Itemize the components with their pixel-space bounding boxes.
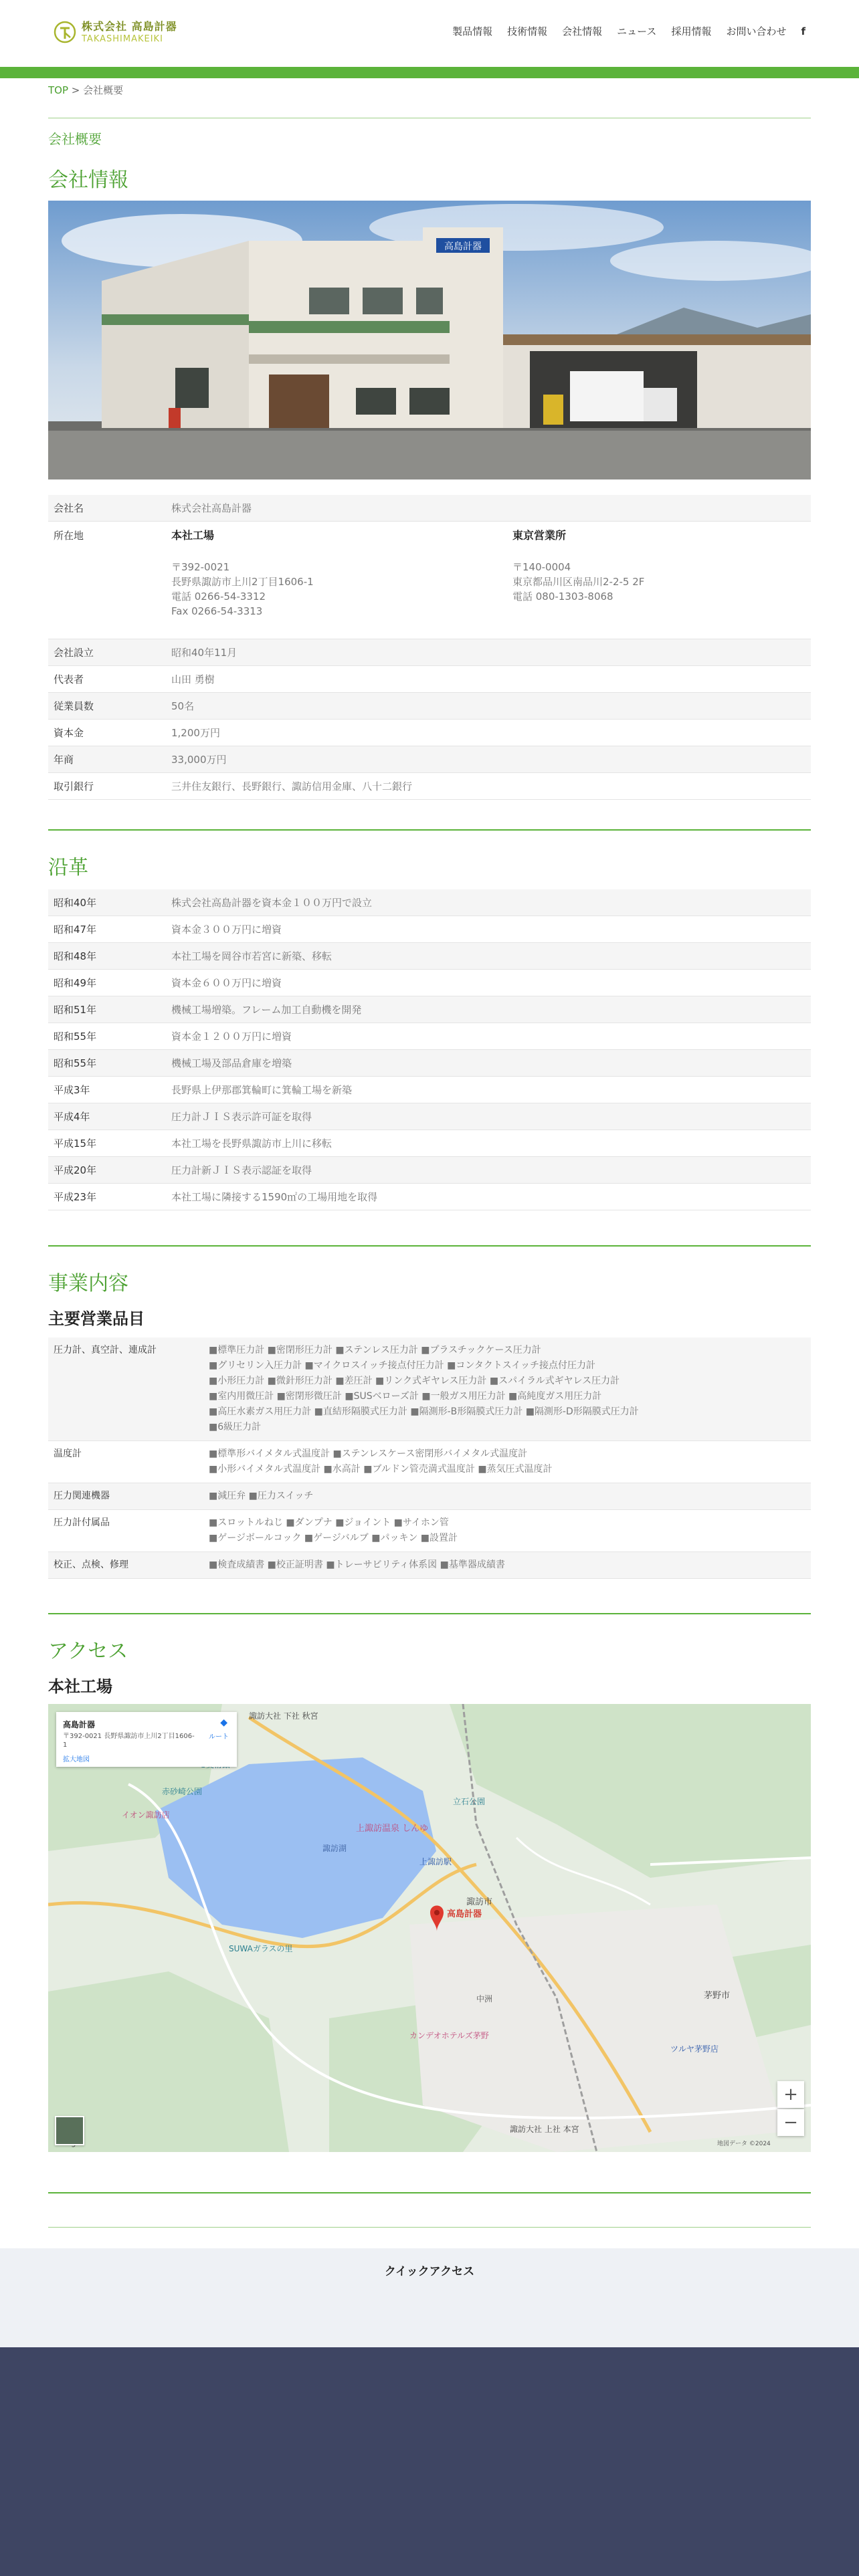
table-row <box>48 1157 811 1184</box>
nav-recruit[interactable]: 採用情報 <box>671 25 712 37</box>
history-table <box>48 889 811 1210</box>
section-divider <box>48 1613 811 1614</box>
breadcrumb-separator: > <box>71 84 80 96</box>
business-items-line: ■ゲージボールコック ■ゲージバルブ ■パッキン ■設置計 <box>209 1533 458 1543</box>
logo-name-en: TAKASHIMAKEIKI <box>82 33 163 44</box>
google-map[interactable] <box>48 1704 811 2152</box>
business-category: 圧力関連機器 <box>48 1483 203 1510</box>
business-subtitle: 主要営業品目 <box>48 1309 145 1328</box>
history-event: 株式会社高島計器を資本金１００万円で設立 <box>166 889 811 916</box>
table-row <box>48 943 811 970</box>
row-key: 会社設立 <box>48 639 166 666</box>
table-row <box>48 996 811 1023</box>
business-items-line: ■室内用微圧計 ■密閉形微圧計 ■SUSベローズ計 ■一般ガス用圧力計 ■高純度ガス用圧力計 <box>209 1391 602 1402</box>
row-value: 山田 勇樹 <box>166 666 811 693</box>
factory-line: 〒392-0021 <box>171 561 230 573</box>
table-row <box>48 1184 811 1210</box>
row-key: 年商 <box>48 746 166 773</box>
facebook-icon[interactable]: f <box>801 25 805 37</box>
history-year: 昭和40年 <box>48 889 166 916</box>
history-event: 機械工場増築。フレーム加工自動機を開発 <box>166 996 811 1023</box>
history-event: 本社工場を岡谷市若宮に新築、移転 <box>166 943 811 970</box>
footer-quick-access <box>0 2248 859 2347</box>
history-year: 平成3年 <box>48 1077 166 1103</box>
business-title: 事業内容 <box>48 1272 128 1295</box>
table-row <box>48 1441 811 1483</box>
table-row <box>48 639 811 666</box>
map-label: 中洲 <box>476 1994 493 2004</box>
business-items-line: ■グリセリン入圧力計 ■マイクロスイッチ接点付圧力計 ■コンタクトスイッチ接点付圧力計 <box>209 1360 596 1371</box>
map-label: 諏訪大社 下社 秋宮 <box>249 1711 318 1721</box>
row-value: 1,200万円 <box>166 720 811 746</box>
history-year: 昭和48年 <box>48 943 166 970</box>
header-accent-bar <box>0 67 859 78</box>
section-divider <box>48 2192 811 2193</box>
table-row <box>48 916 811 943</box>
history-event: 圧力計新ＪＩＳ表示認証を取得 <box>166 1157 811 1184</box>
history-title: 沿革 <box>48 856 88 879</box>
history-event: 資本金１２００万円に増資 <box>166 1023 811 1050</box>
history-year: 平成23年 <box>48 1184 166 1210</box>
logo-mark-icon <box>54 21 76 43</box>
map-card-enlarge-link[interactable]: 拡大地図 <box>63 1756 90 1763</box>
nav-contact[interactable]: お問い合わせ <box>726 25 787 37</box>
marker-label: 高島計器 <box>447 1909 482 1919</box>
site-logo[interactable] <box>54 19 177 45</box>
tokyo-line: 電話 080-1303-8068 <box>512 591 613 603</box>
row-value: 三井住友銀行、長野銀行、諏訪信用金庫、八十二銀行 <box>166 773 811 800</box>
row-value: 昭和40年11月 <box>166 639 811 666</box>
table-row <box>48 889 811 916</box>
footer <box>0 2347 859 2576</box>
nav-products[interactable]: 製品情報 <box>452 25 493 37</box>
business-items-line: ■小形バイメタル式温度計 ■水高計 ■ブルドン管売満式温度計 ■蒸気圧式温度計 <box>209 1464 553 1475</box>
map-label: 諏訪市 <box>466 1897 493 1907</box>
tokyo-title: 東京営業所 <box>512 529 567 542</box>
history-event: 本社工場を長野県諏訪市上川に移転 <box>166 1130 811 1157</box>
company-info-table <box>48 495 811 800</box>
history-year: 昭和47年 <box>48 916 166 943</box>
logo-name-jp: 株式会社 高島計器 <box>82 19 177 33</box>
table-row <box>48 1023 811 1050</box>
history-event: 資本金６００万円に増資 <box>166 970 811 996</box>
breadcrumb-home[interactable]: TOP <box>48 84 69 96</box>
history-year: 昭和55年 <box>48 1023 166 1050</box>
table-row <box>48 693 811 720</box>
nav-news[interactable]: ニュース <box>617 25 657 37</box>
business-items-line: ■検査成績書 ■校正証明書 ■トレーサビリティ体系図 ■基準器成績書 <box>209 1560 505 1570</box>
map-label: SUWAガラスの里 <box>229 1944 293 1953</box>
quick-access-title: クイックアクセス <box>384 2265 475 2278</box>
table-row <box>48 1483 811 1510</box>
site-header <box>0 0 859 67</box>
table-row <box>48 495 811 522</box>
table-row <box>48 1103 811 1130</box>
map-label: 赤砂崎公園 <box>162 1787 203 1796</box>
history-event: 本社工場に隣接する1590㎡の工場用地を取得 <box>166 1184 811 1210</box>
history-year: 昭和55年 <box>48 1050 166 1077</box>
table-row <box>48 1077 811 1103</box>
business-items-line: ■スロットルねじ ■ダンプナ ■ジョイント ■サイホン管 <box>209 1517 449 1528</box>
directions-label[interactable]: ルート <box>209 1733 229 1741</box>
zoom-out-button[interactable]: − <box>777 2109 804 2136</box>
map-label: 諏訪大社 上社 本宮 <box>510 2125 579 2134</box>
map-label: 上諏訪温泉 しんゆ <box>356 1824 429 1834</box>
company-building-photo <box>48 201 811 479</box>
row-key: 代表者 <box>48 666 166 693</box>
factory-title: 本社工場 <box>171 529 215 542</box>
table-row <box>48 666 811 693</box>
factory-line: Fax 0266-54-3313 <box>171 605 263 617</box>
business-category: 校正、点検、修理 <box>48 1552 203 1579</box>
business-items-line: ■標準圧力計 ■密閉形圧力計 ■ステンレス圧力計 ■プラスチックケース圧力計 <box>209 1345 541 1356</box>
table-row <box>48 773 811 800</box>
factory-line: 電話 0266-54-3312 <box>171 591 266 603</box>
business-items-line: ■減圧弁 ■圧力スイッチ <box>209 1491 314 1501</box>
nav-company[interactable]: 会社情報 <box>562 25 603 37</box>
table-row <box>48 1050 811 1077</box>
zoom-in-button[interactable]: + <box>777 2081 804 2108</box>
main-nav <box>438 24 805 38</box>
tokyo-address <box>507 522 811 639</box>
table-row <box>48 1552 811 1579</box>
table-row <box>48 1337 811 1441</box>
table-row <box>48 720 811 746</box>
map-label: 茅野市 <box>704 1991 731 2001</box>
business-items-line: ■高圧水素ガス用圧力計 ■直結形隔膜式圧力計 ■隔測形-B形隔膜式圧力計 ■隔測形-D形隔膜式圧力計 <box>209 1406 639 1417</box>
section-label: 会社概要 <box>48 131 102 147</box>
table-row <box>48 746 811 773</box>
nav-technical[interactable]: 技術情報 <box>507 25 548 37</box>
table-row-location <box>48 522 811 639</box>
history-year: 平成4年 <box>48 1103 166 1130</box>
history-year: 昭和51年 <box>48 996 166 1023</box>
breadcrumb-current: 会社概要 <box>83 84 124 96</box>
map-label: 立石公園 <box>453 1797 486 1806</box>
row-key: 会社名 <box>48 495 166 522</box>
access-subtitle: 本社工場 <box>48 1677 112 1696</box>
row-value: 33,000万円 <box>166 746 811 773</box>
table-row <box>48 1130 811 1157</box>
row-key: 資本金 <box>48 720 166 746</box>
history-event: 長野県上伊那郡箕輪町に箕輪工場を新築 <box>166 1077 811 1103</box>
section-divider <box>48 829 811 831</box>
factory-line: 長野県諏訪市上川2丁目1606-1 <box>171 576 314 588</box>
tokyo-line: 東京都品川区南品川2-2-5 2F <box>512 576 645 588</box>
breadcrumb <box>48 83 123 97</box>
row-value: 50名 <box>166 693 811 720</box>
map-label: カンデオホテルズ茅野 <box>409 2031 489 2040</box>
history-event: 圧力計ＪＩＳ表示許可証を取得 <box>166 1103 811 1130</box>
map-label: ツルヤ茅野店 <box>670 2044 719 2054</box>
map-label: イオン諏訪店 <box>122 1810 170 1820</box>
history-year: 平成15年 <box>48 1130 166 1157</box>
map-layer-toggle[interactable] <box>55 2116 84 2145</box>
table-row <box>48 970 811 996</box>
map-card-title: 高島計器 <box>63 1720 96 1729</box>
business-items-line: ■6級圧力計 <box>209 1422 262 1432</box>
business-category: 圧力計付属品 <box>48 1510 203 1552</box>
business-items-line: ■標準形バイメタル式温度計 ■ステンレスケース密閉形バイメタル式温度計 <box>209 1448 528 1459</box>
history-event: 資本金３００万円に増資 <box>166 916 811 943</box>
directions-icon[interactable]: ◆ <box>220 1717 227 1728</box>
factory-address <box>166 522 507 639</box>
row-key: 従業員数 <box>48 693 166 720</box>
row-key: 取引銀行 <box>48 773 166 800</box>
access-title: アクセス <box>48 1640 128 1663</box>
history-year: 昭和49年 <box>48 970 166 996</box>
business-items-line: ■小形圧力計 ■微針形圧力計 ■差圧計 ■リンク式ギヤレス圧力計 ■スパイラル式ギヤレス圧力計 <box>209 1376 620 1386</box>
row-key: 所在地 <box>48 522 166 639</box>
page-title: 会社情報 <box>48 169 128 192</box>
business-table <box>48 1337 811 1579</box>
building-sign-text: 高島計器 <box>444 241 482 252</box>
history-year: 平成20年 <box>48 1157 166 1184</box>
divider <box>48 2227 811 2228</box>
map-attribution: 地図データ ©2024 <box>717 2141 771 2147</box>
map-label: 上諏訪駅 <box>419 1857 452 1866</box>
tokyo-line: 〒140-0004 <box>512 561 571 573</box>
map-card-address: 〒392-0021 長野県諏訪市上川2丁目1606-1 <box>63 1733 195 1749</box>
section-divider <box>48 1245 811 1247</box>
map-info-card <box>56 1712 237 1767</box>
history-event: 機械工場及部品倉庫を増築 <box>166 1050 811 1077</box>
business-category: 圧力計、真空計、連成計 <box>48 1337 203 1441</box>
business-category: 温度計 <box>48 1441 203 1483</box>
map-label: 諏訪湖 <box>322 1844 347 1853</box>
table-row <box>48 1510 811 1552</box>
row-value: 株式会社高島計器 <box>166 495 811 522</box>
